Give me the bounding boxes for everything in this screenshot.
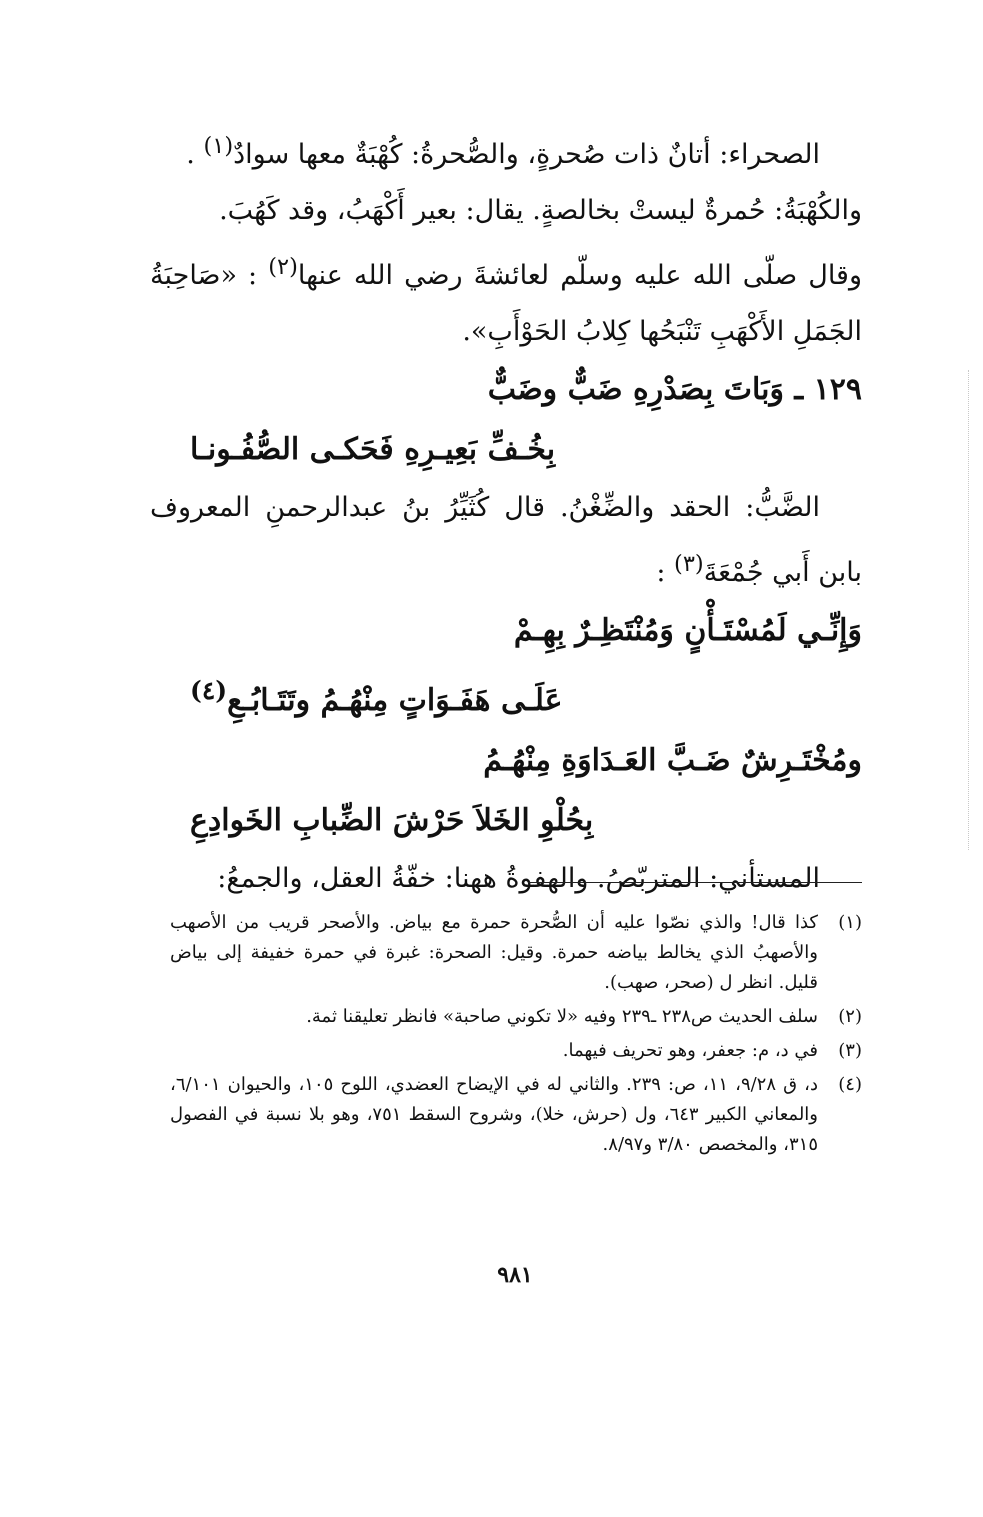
main-text <box>150 118 862 907</box>
paragraph-5: المستأني: المتربّصُ. والهفوةُ ههنا: خفّةُ العقل، والجمعُ: <box>217 863 820 894</box>
footnote-4 <box>170 1070 862 1160</box>
footnote-text: د، ق ٩/٢٨، ١١، ص: ٢٣٩. والثاني له في الإيضاح العضدي، اللوح ١٠٥، والحيوان ٦/١٠١، والمعاني الكبير ٦٤٣، ول (حرش، خلا)، وشروح السقط ٧٥١، وهو بلا نسبة في الفصول ٣١٥، والمخصص ٣/٨٠ و٨/٩٧. <box>170 1074 818 1155</box>
footnote-2 <box>170 1002 862 1032</box>
paragraph-2: والكُهْبَةُ: حُمرةٌ ليستْ بخالصةٍ. يقال: بعير أَكْهَبُ، وقد كَهُبَ. <box>219 195 862 226</box>
footnote-text: كذا قال! والذي نصّوا عليه أن الصُّحرة حمرة مع بياض. والأصحر قريب من الأصهب والأصهبُ الذي يخالط بياضه حمرة. وقيل: الصحرة: غبرة في حمرة خفيفة إلى بياض قليل. انظر ل (صحر، صهب). <box>170 912 818 993</box>
footnote-number: (٣) <box>838 1040 862 1061</box>
footnote-ref-3: (٣) <box>674 551 704 577</box>
footnote-number: (٤) <box>838 1074 862 1095</box>
verse-2-first-hemistich: وَإِنِّـي لَمُسْتَـأْنٍ وَمُنْتَظِـرٌ بِهِـمْ <box>513 613 862 648</box>
footnote-text: في د، م: جعفر، وهو تحريف فيهما. <box>562 1040 818 1061</box>
footnote-3 <box>170 1036 862 1066</box>
footnote-ref-4: (٤) <box>190 676 228 705</box>
verse-129-first-hemistich: ١٢٩ ـ وَبَاتَ بِصَدْرِهِ ضَبٌّ وضَبٌّ <box>487 372 862 407</box>
footnote-number: (١) <box>838 912 862 933</box>
footnote-1 <box>170 908 862 998</box>
footnote-ref-2: (٢) <box>268 254 298 280</box>
verse-3-second-hemistich: بِحُلْوِ الخَلاَ حَرْشَ الضِّبابِ الخَوادِعِ <box>190 803 594 838</box>
footnote-number: (٢) <box>838 1006 862 1027</box>
paragraph-1: الصحراء: أتانٌ ذات صُحرةٍ، والصُّحرةُ: كُهْبَةٌ معها سوادٌ$^{(١)}$ . <box>186 133 820 170</box>
paragraph-4: الضَّبُّ: الحقد والضِّغْنُ. قال كُثَيِّرُ بنُ عبدالرحمنِ المعروف بابن أَبي جُمْعَةَ$^{(٣)}$ : <box>150 492 862 588</box>
footnote-ref-1: (١) <box>203 133 234 159</box>
verse-3-first-hemistich: ومُخْتَـرِشٌ ضَـبَّ العَـدَاوَةِ مِنْهُـمُ <box>483 743 862 778</box>
paragraph-3: وقال صلّى الله عليه وسلّم لعائشةَ رضي الله عنها$^{(٢)}$ : «صَاحِبَةُ الجَمَلِ الأَكْهَبِ تَنْبَحُها كِلابُ الحَوْأَبِ». <box>150 254 862 347</box>
page-number: ٩٨١ <box>497 1262 533 1288</box>
verse-2-second-hemistich: عَلَـى هَفَـوَاتٍ مِنْهُـمُ وتَتَـابُـعِ$^{(٤)}$ <box>190 676 563 718</box>
footnote-text: سلف الحديث ص٢٣٨ ـ٢٣٩ وفيه «لا تكوني صاحبة» فانظر تعليقنا ثمة. <box>306 1006 818 1027</box>
verse-129-second-hemistich: بِخُـفِّ بَعِيـرِهِ فَحَكـى الصُّفُـونـا <box>190 432 556 467</box>
footnote-separator <box>528 882 862 883</box>
footnotes <box>170 908 862 1164</box>
scan-edge-line <box>968 370 969 850</box>
